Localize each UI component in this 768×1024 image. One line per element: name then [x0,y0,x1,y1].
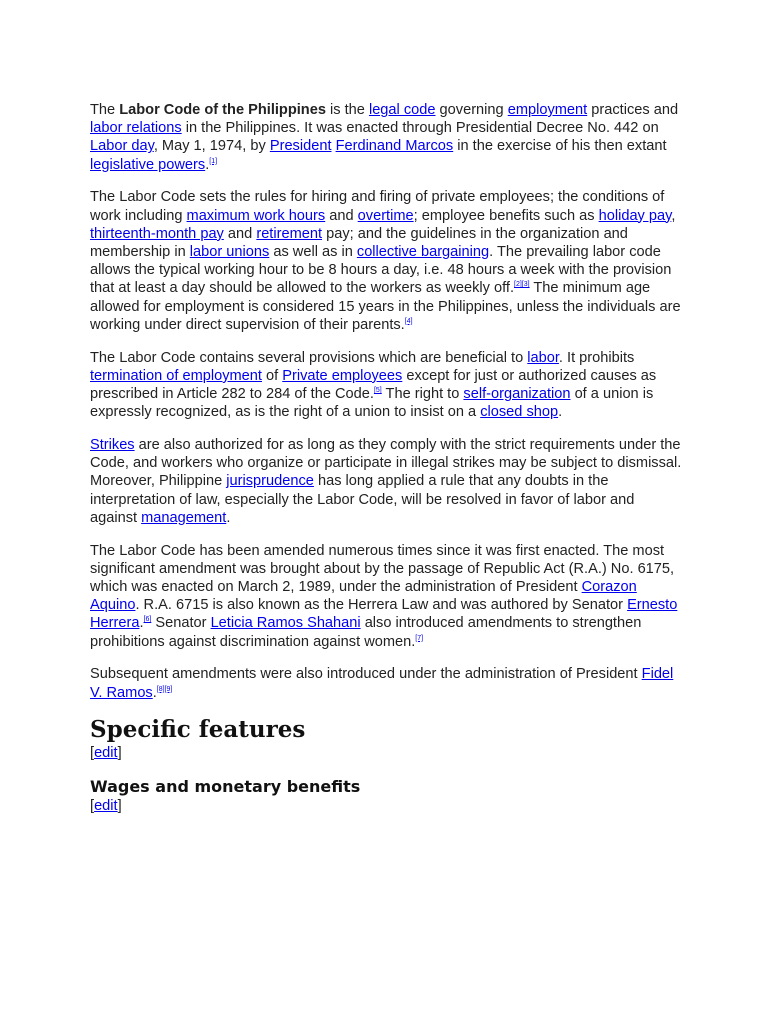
wiki-link[interactable]: self-organization [463,386,571,403]
text-run: except for just or authorized causes as prescribed in Article 282 to 284 of the Code. [90,367,657,403]
wiki-link[interactable]: Ferdinand Marcos [335,138,454,155]
wiki-link[interactable]: closed shop [480,404,559,421]
text-run: Subsequent amendments were also introduced under the administration of President [90,666,642,683]
edit-bracket-close: ] [117,798,122,815]
text-run: The Labor Code has been amended numerous times since it was first enacted. The most significant amendment was brought about by the passage of Republic Act (R.A.) No. 6175, which was enacted on March 2, 1989, under the administration of President [90,542,675,596]
citation-link[interactable]: [4] [404,317,413,325]
text-run: . [205,156,210,173]
text-run: of [261,367,283,384]
text-run: is the [325,102,369,118]
wiki-link[interactable]: maximum work hours [186,207,326,224]
subsection-edit-line [90,797,682,815]
citation-ref [415,635,423,642]
paragraph-1 [90,101,682,174]
text-run: The Labor Code sets the rules for hiring and firing of private employees; the conditions of work including [90,189,665,224]
citation-link[interactable]: [5] [373,387,382,395]
paragraph-5 [90,542,682,651]
wiki-link[interactable]: legislative powers [90,156,206,173]
edit-bracket-open: [ [90,745,95,762]
text-run: as well as in [269,244,357,261]
text-run: , [671,207,676,224]
citation-ref [209,158,217,165]
wiki-link[interactable]: Strikes [90,437,135,454]
text-run: also introduced amendments to strengthen prohibitions against discrimination against women. [90,615,642,650]
section-heading: Specific features [90,716,306,744]
citation-ref [405,318,413,325]
paragraph-3 [90,349,682,422]
text-run: The right to [381,386,464,403]
wiki-link[interactable]: President [269,138,332,155]
text-run: Senator [151,615,211,632]
wiki-link[interactable]: employment [507,102,588,118]
text-run: ; employee benefits such as [413,207,599,224]
wiki-link[interactable]: termination of employment [90,367,262,384]
wiki-link[interactable]: jurisprudence [226,473,314,490]
bold-term: Labor Code of the Philippines [119,102,326,118]
section-edit-link[interactable]: edit [94,745,118,762]
wiki-link[interactable]: thirteenth-month pay [90,225,224,242]
edit-bracket-close: ] [117,745,122,762]
text-run: . [152,684,157,701]
text-run: . R.A. 6715 is also known as the Herrera Law and was authored by Senator [135,597,628,614]
text-run: governing [435,102,508,118]
text-run: . [226,509,231,526]
citation-link[interactable]: [2][3] [514,281,530,289]
text-run: The minimum age allowed for employment is considered 15 years in the Philippines, unless the individuals are working under direct supervision of their parents. [90,280,681,333]
wiki-link[interactable]: holiday pay [598,207,672,224]
text-run: The Labor Code contains several provisions which are beneficial to [90,349,528,366]
text-run: . [139,615,144,632]
wiki-link[interactable]: management [141,509,227,526]
citation-link[interactable]: [1] [209,157,218,165]
subsection-heading: Wages and monetary benefits [90,777,361,797]
text-run: . It prohibits [558,349,635,366]
text-run: The [90,102,120,118]
citation-ref [514,281,530,288]
paragraph-2 [90,188,682,334]
wiki-link[interactable]: retirement [256,225,323,242]
citation-ref [157,686,173,693]
wiki-link[interactable]: Fidel V. Ramos [90,666,674,701]
citation-ref [374,387,382,394]
subsection-edit-link[interactable]: edit [94,798,118,815]
paragraph-4 [90,436,682,527]
edit-bracket-open: [ [90,798,95,815]
article-body [90,101,682,830]
wiki-link[interactable]: Ernesto Herrera [90,597,678,632]
text-run: in the exercise of his then extant [453,138,667,155]
wiki-link[interactable]: Labor day [90,138,154,155]
article-paragraphs [90,101,682,702]
citation-link[interactable]: [6] [143,616,152,624]
citation-link[interactable]: [8][9] [156,685,173,693]
text-run: practices and [587,102,679,118]
citation-link[interactable]: [7] [415,634,424,642]
wiki-link[interactable]: Leticia Ramos Shahani [210,615,361,632]
text-run: . The prevailing labor code allows the typical working hour to be 8 hours a day, i.e. 48 hours a week with the provision that at least a day should be allowed to the workers as weekly off. [90,244,672,297]
text-run: . [558,404,563,421]
text-run: pay; and the guidelines in the organization and membership in [90,225,628,261]
text-run: of a union is expressly recognized, as is the right of a union to insist on a [90,386,654,421]
text-run: , May 1, 1974, by [153,138,270,155]
paragraph-6 [90,665,682,701]
text-run: has long applied a rule that any doubts in the interpretation of law, especially the Labor Code, will be resolved in favor of labor and against [90,473,635,526]
text-run: and [223,225,257,242]
wiki-link[interactable]: collective bargaining [356,244,490,261]
wiki-link[interactable]: Corazon Aquino [90,579,637,614]
wiki-link[interactable]: labor relations [90,120,182,137]
text-run: are also authorized for as long as they comply with the strict requirements under the Code, and workers who organize or participate in illegal strikes may be subject to dismissal. Moreover, Philippine [90,437,682,490]
text-run: in the Philippines. It was enacted through Presidential Decree No. 442 on [181,120,659,137]
section-edit-line [90,744,682,762]
text-run: and [325,207,358,224]
wiki-link[interactable]: labor unions [189,244,270,261]
wiki-link[interactable]: Private employees [282,367,403,384]
wiki-link[interactable]: legal code [368,102,436,118]
wiki-link[interactable]: labor [527,349,559,366]
wiki-link[interactable]: overtime [357,207,414,224]
